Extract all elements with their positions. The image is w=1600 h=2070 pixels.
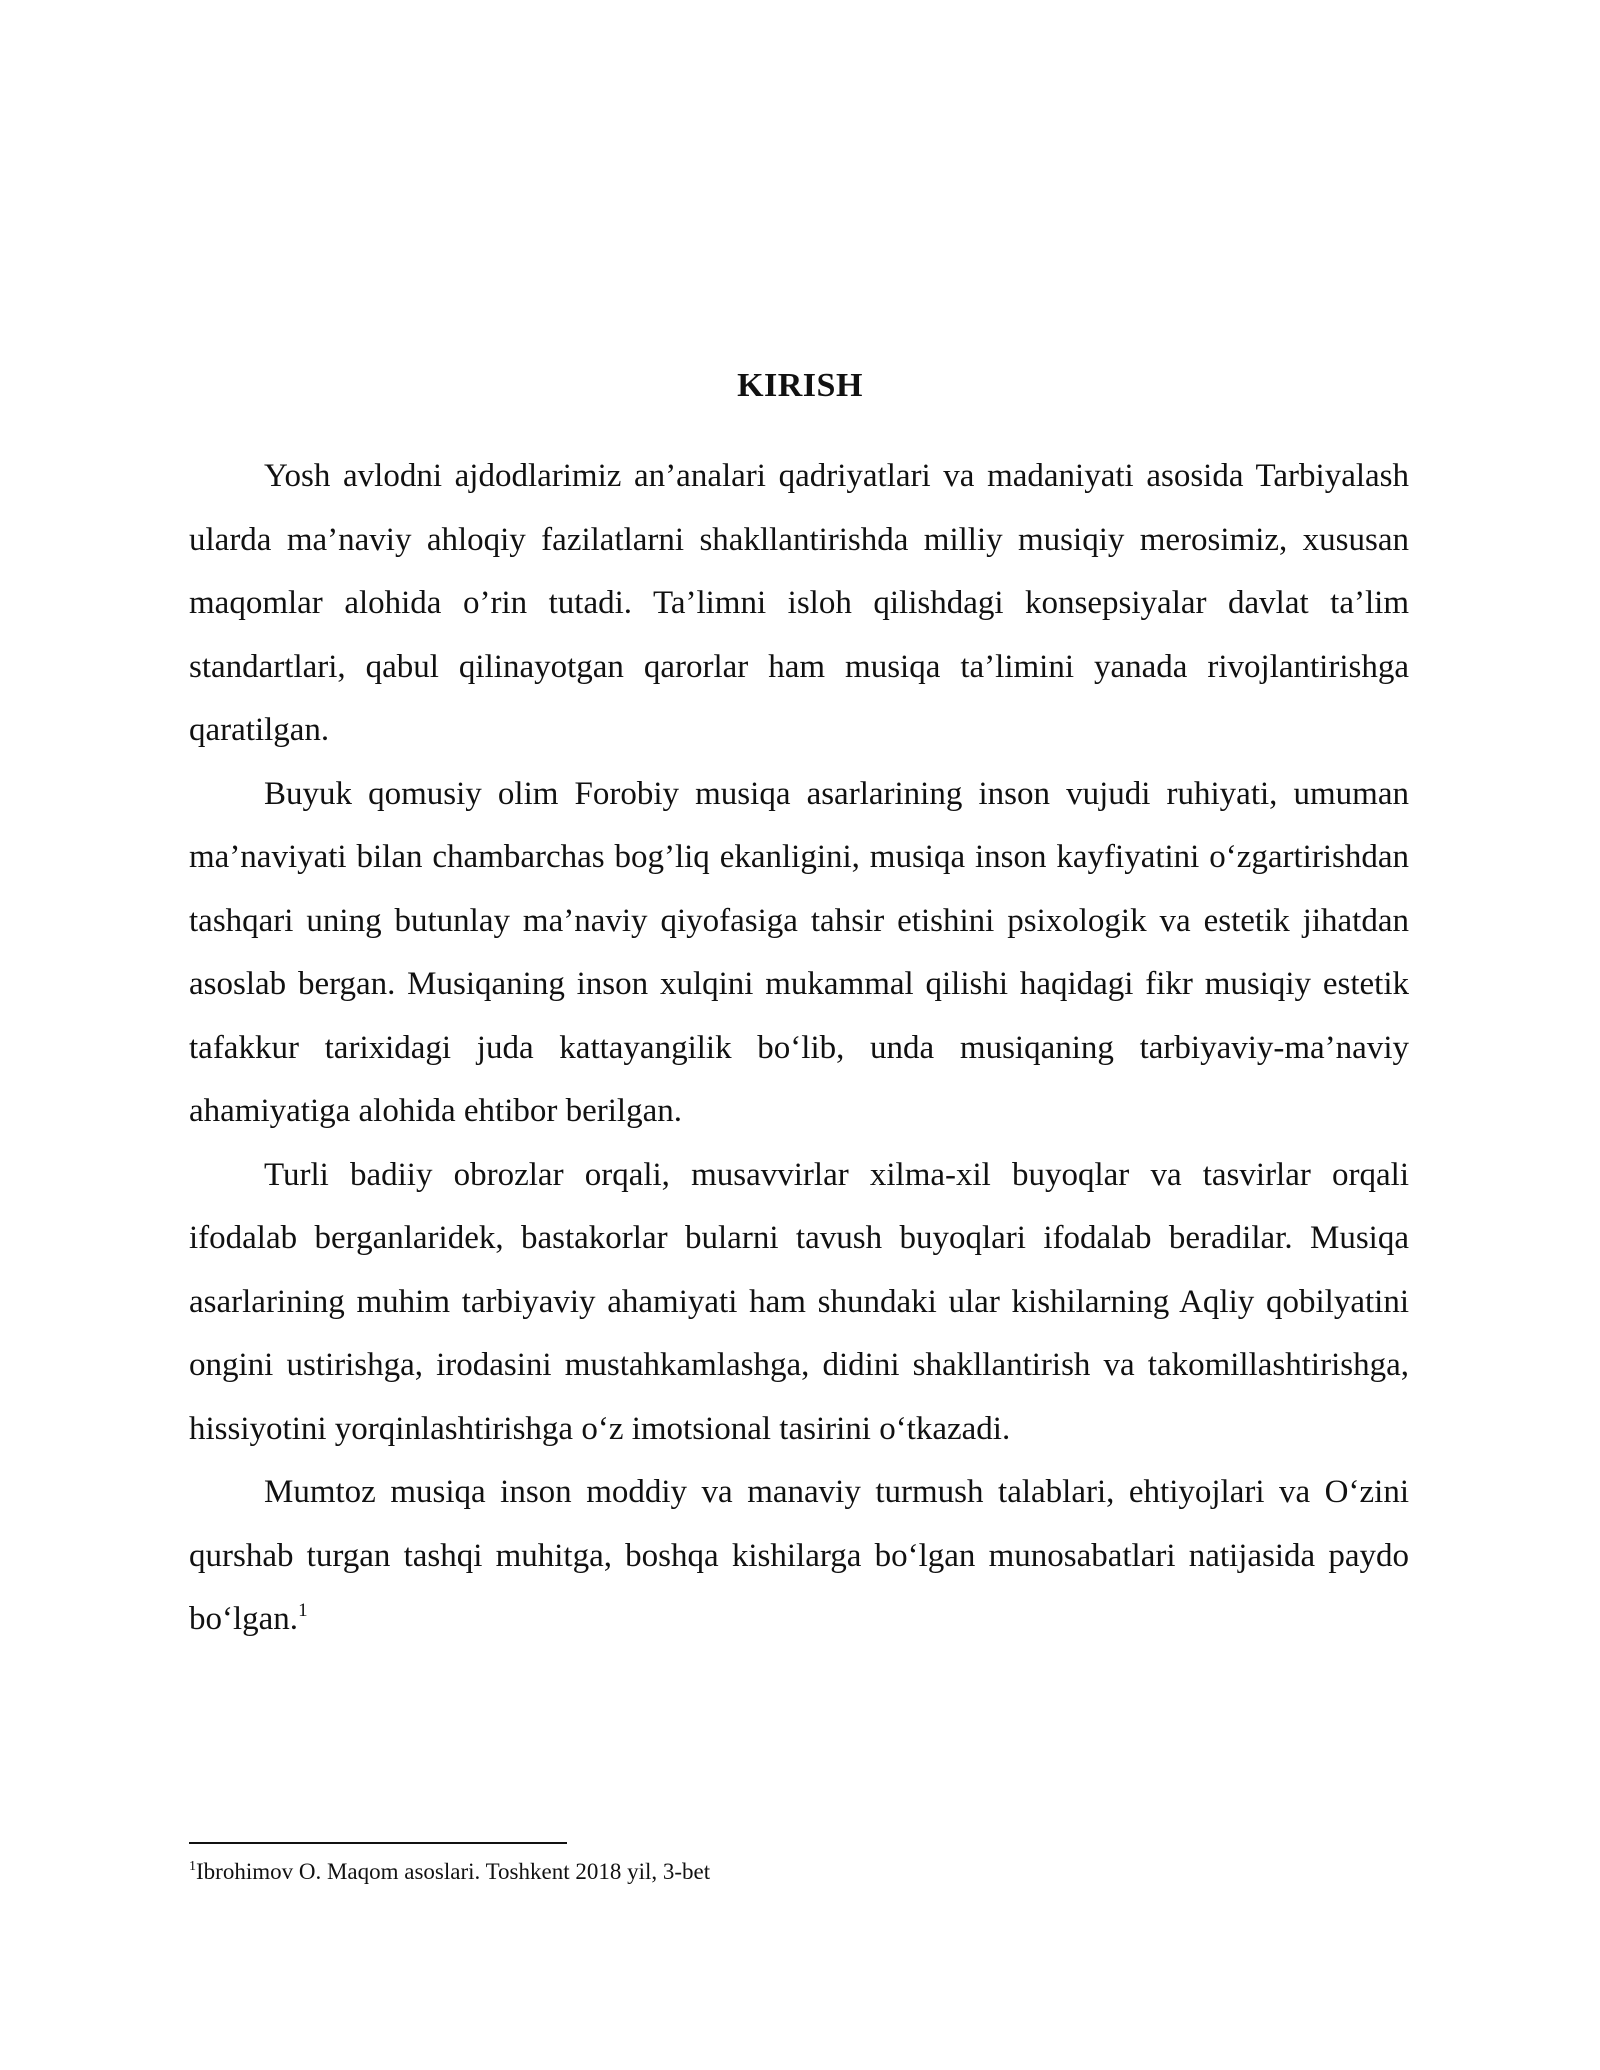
paragraph-4-text: Mumtoz musiqa inson moddiy va manaviy turmush talablari, ehtiyojlari va O‘zini qurshab turgan tashqi muhitga, boshqa kishilarga bo‘lgan munosabatlari natijasida paydo bo‘lgan. [189, 1474, 1409, 1637]
footnote-separator [189, 1842, 567, 1844]
paragraph-2: Buyuk qomusiy olim Forobiy musiqa asarlarining inson vujudi ruhiyati, umuman ma’naviyati bilan chambarchas bog’liq ekanligini, musiqa inson kayfiyatini o‘zgartirishdan tashqari uning butunlay ma’naviy qiyofasiga tahsir etishini psixologik va estetik jihatdan asoslab bergan. Musiqaning inson xulqini mukammal qilishi haqidagi fikr musiqiy estetik tafakkur tarixidagi juda kattayangilik bo‘lib, unda musiqaning tarbiyaviy-ma’naviy ahamiyatiga alohida ehtibor berilgan. [189, 775, 1409, 1129]
footnote-reference[interactable]: 1 [298, 1600, 308, 1621]
footnote [189, 1857, 1409, 1887]
footnote-number: 1 [189, 1859, 196, 1874]
footnote-text: Ibrohimov O. Maqom asoslari. Toshkent 2018 yil, 3-bet [196, 1859, 711, 1884]
body-text [189, 445, 1409, 1652]
paragraph-4 [189, 1461, 1409, 1652]
paragraph-1: Yosh avlodni ajdodlarimiz an’analari qadriyatlari va madaniyati asosida Tarbiyalash ularda ma’naviy ahloqiy fazilatlarni shakllantirishda milliy musiqiy merosimiz, xususan maqomlar alohida o’rin tutadi. Ta’limni isloh qilishdagi konsepsiyalar davlat ta’lim standartlari, qabul qilinayotgan qarorlar ham musiqa ta’limini yanada rivojlantirishga qaratilgan. [189, 458, 1409, 748]
page-title: KIRISH [737, 367, 863, 404]
paragraph-3: Turli badiiy obrozlar orqali, musavvirlar xilma-xil buyoqlar va tasvirlar orqali ifodalab berganlaridek, bastakorlar bularni tavush buyoqlari ifodalab beradilar. Musiqa asarlarining muhim tarbiyaviy ahamiyati ham shundaki ular kishilarning Aqliy qobilyatini ongini ustirishga, irodasini mustahkamlashga, didini shakllantirish va takomillashtirishga, hissiyotini yorqinlashtirishga o‘z imotsional tasirini o‘tkazadi. [189, 1156, 1409, 1447]
